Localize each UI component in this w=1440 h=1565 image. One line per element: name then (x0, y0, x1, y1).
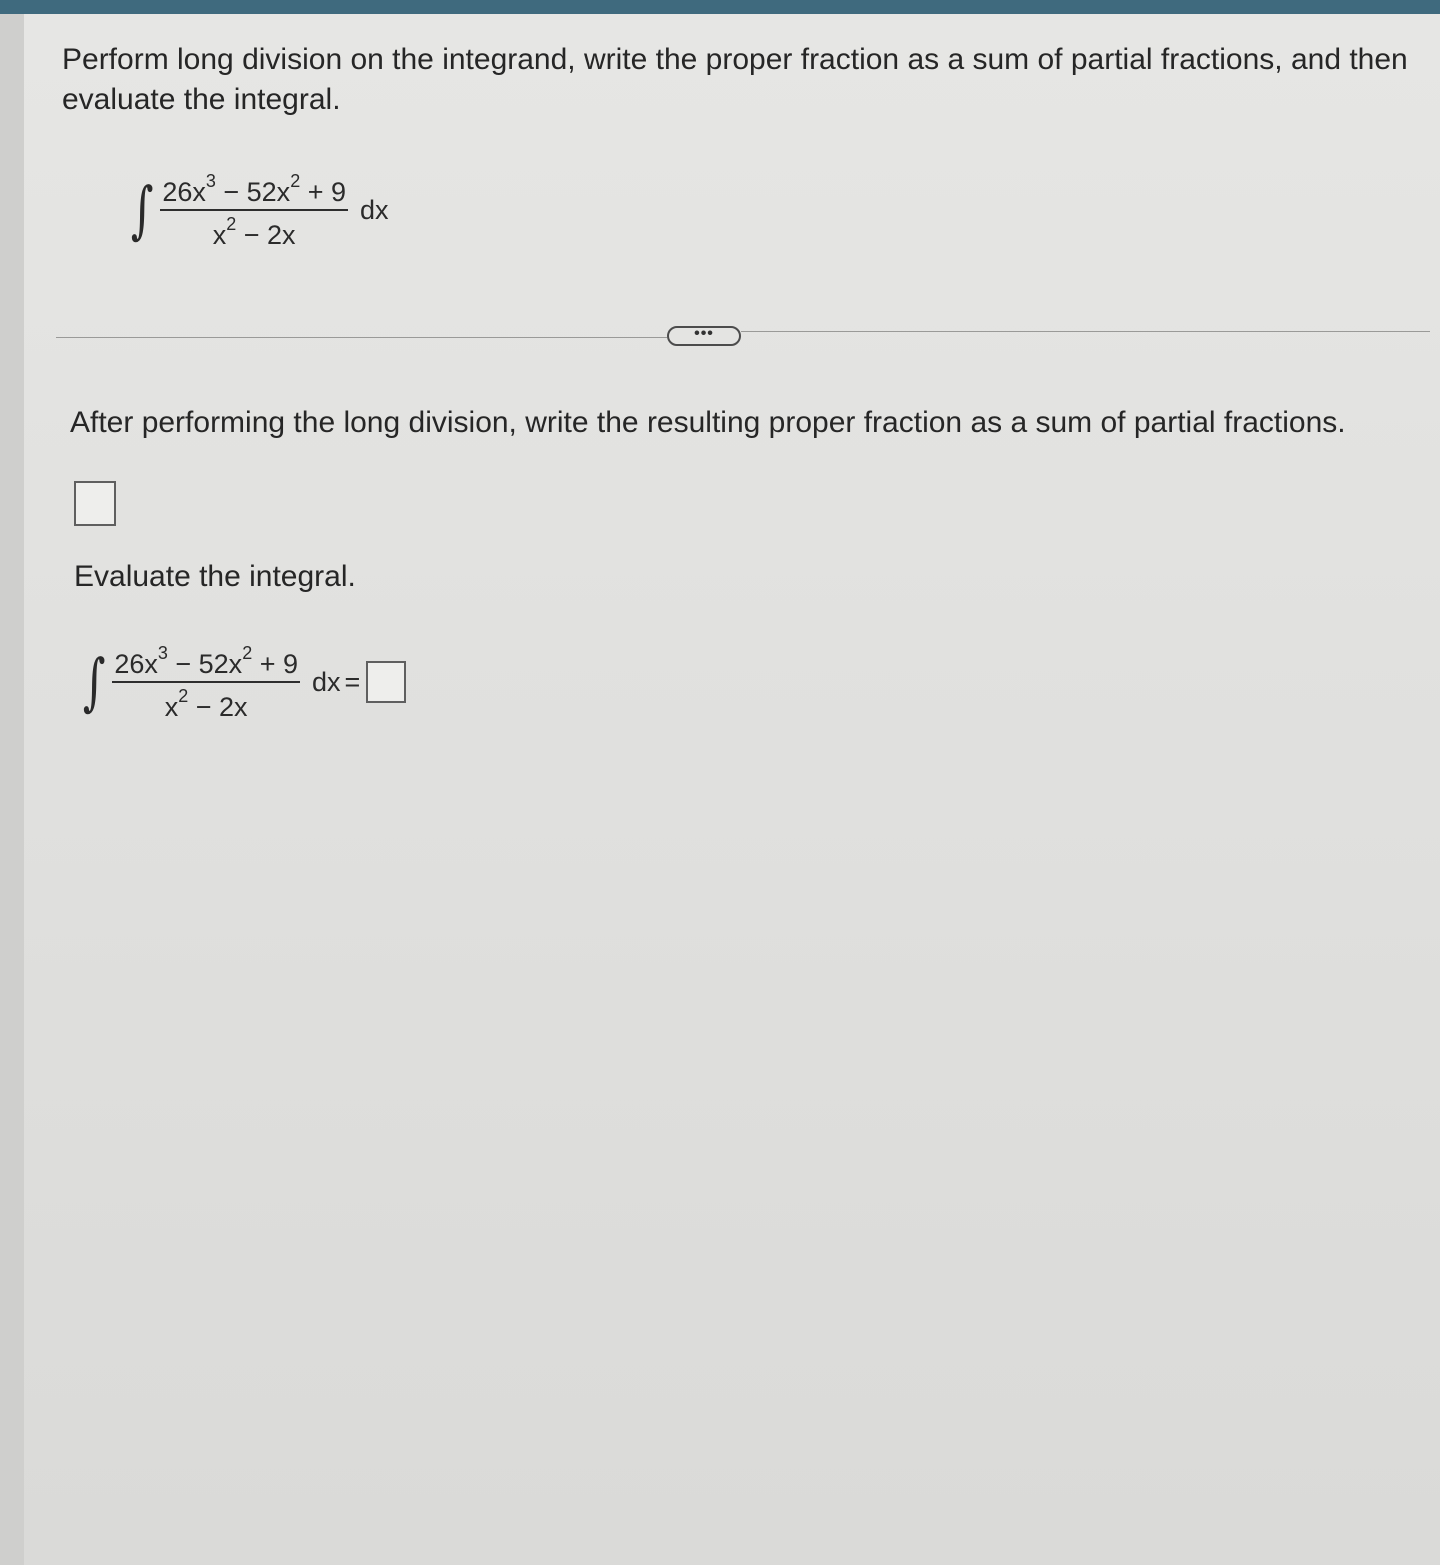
integral-sign: ∫ (130, 173, 154, 246)
problem-integral (126, 168, 389, 252)
evaluate-prompt: Evaluate the integral. (74, 560, 356, 593)
integrand-fraction (160, 168, 348, 252)
divider-right (741, 331, 1430, 332)
partial-fractions-prompt: After performing the long division, write the resulting proper fraction as a sum of partial fractions. (70, 406, 1346, 439)
question-text: Perform long division on the integrand, write the proper fraction as a sum of partial fractions, and then evaluate the integral. (62, 43, 1408, 116)
integrand-denominator: $x^2 - 2x$ (164, 686, 248, 722)
integrand-denominator: $x^2 - 2x$ (212, 214, 296, 250)
partial-fractions-answer-box[interactable] (74, 481, 116, 526)
evaluate-integral (78, 640, 406, 724)
divider-left (56, 337, 667, 338)
differential: dx (360, 194, 389, 225)
integrand-numerator: $26x^3 - 52x^2 + 9$ (114, 643, 298, 679)
expand-more-button[interactable]: ••• (667, 326, 741, 346)
integral-answer-box[interactable] (366, 661, 406, 703)
differential: dx (312, 666, 341, 697)
equals-sign: = (344, 666, 361, 697)
integral-sign: ∫ (82, 645, 106, 718)
left-margin (0, 14, 25, 1565)
integrand-numerator: $26x^3 - 52x^2 + 9$ (162, 171, 346, 207)
integrand-fraction (112, 640, 300, 724)
top-bar (0, 0, 1440, 14)
